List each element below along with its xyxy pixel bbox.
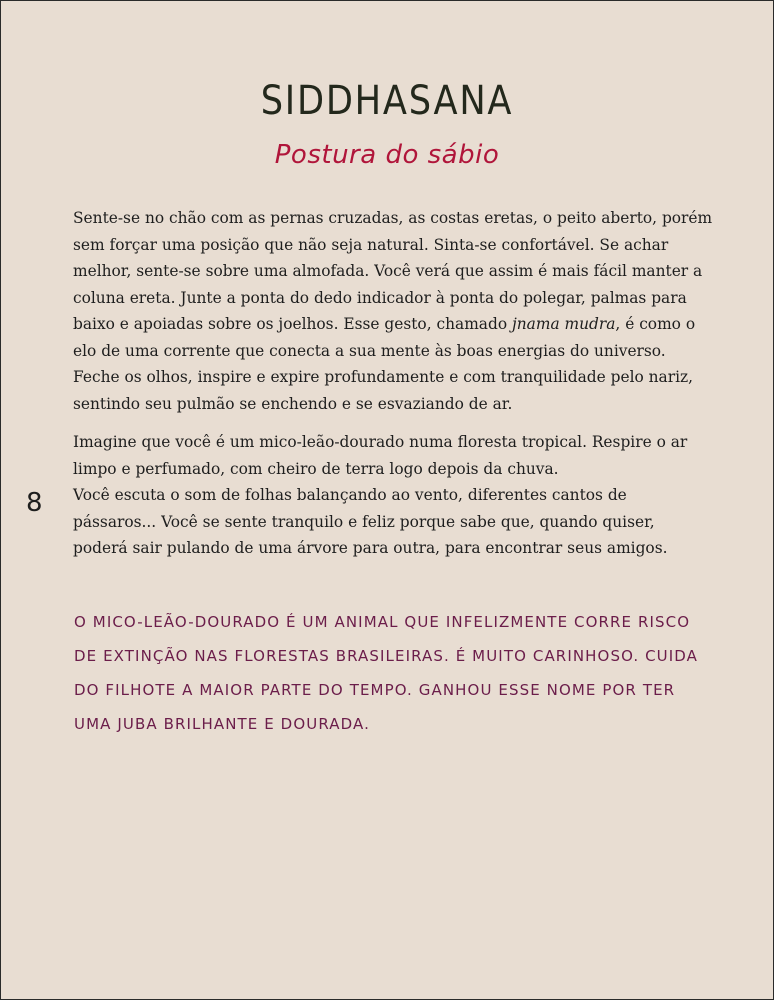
page-title: SIDDHASANA (260, 78, 514, 124)
paragraph1-text-a: Sente-se no chão com as pernas cruzadas, as costas eretas, o peito aberto, porém sem forçar uma posição que não seja natural. Sinta-se confortável. Se achar melhor, sente-se sobre uma almofada. Você verá que assim é mais fácil manter a coluna ereta. Junte a ponta do dedo indicador à ponta do polegar, palmas para baixo e apoiadas sobre os joelhos. Esse gesto, chamado (73, 209, 713, 333)
paragraph-imagination (73, 429, 713, 562)
fact-note: O MICO-LEÃO-DOURADO É UM ANIMAL QUE INFELIZMENTE CORRE RISCO DE EXTINÇÃO NAS FLORESTAS BRASILEIRAS. É MUITO CARINHOSO. CUIDA DO FILHOTE A MAIOR PARTE DO TEMPO. GANHOU ESSE NOME POR TER UMA JUBA BRILHANTE E DOURADA. (74, 613, 699, 733)
paragraph2-line1: Imagine que você é um mico-leão-dourado numa floresta tropical. Respire o ar limpo e perfumado, com cheiro de terra logo depois da chuva. (73, 433, 688, 478)
page-number: 8 (26, 488, 43, 518)
paragraph1-text-b: , é como o elo de uma corrente que conecta a sua mente às boas energias do universo. Feche os olhos, inspire e expire profundamente e com tranquilidade pelo nariz, sentindo seu pulmão se enchendo e se esvaziando de ar. (73, 315, 696, 413)
body-text (73, 205, 713, 562)
paragraph1-italic-term: jnama mudra (511, 315, 616, 333)
page-subtitle: Postura do sábio (274, 140, 500, 170)
paragraph2-line2: Você escuta o som de folhas balançando ao vento, diferentes cantos de pássaros... Você se sente tranquilo e feliz porque sabe que, quando quiser, poderá sair pulando de uma árvore para outra, para encontrar seus amigos. (73, 486, 668, 557)
paragraph-posture-instructions (73, 205, 713, 417)
